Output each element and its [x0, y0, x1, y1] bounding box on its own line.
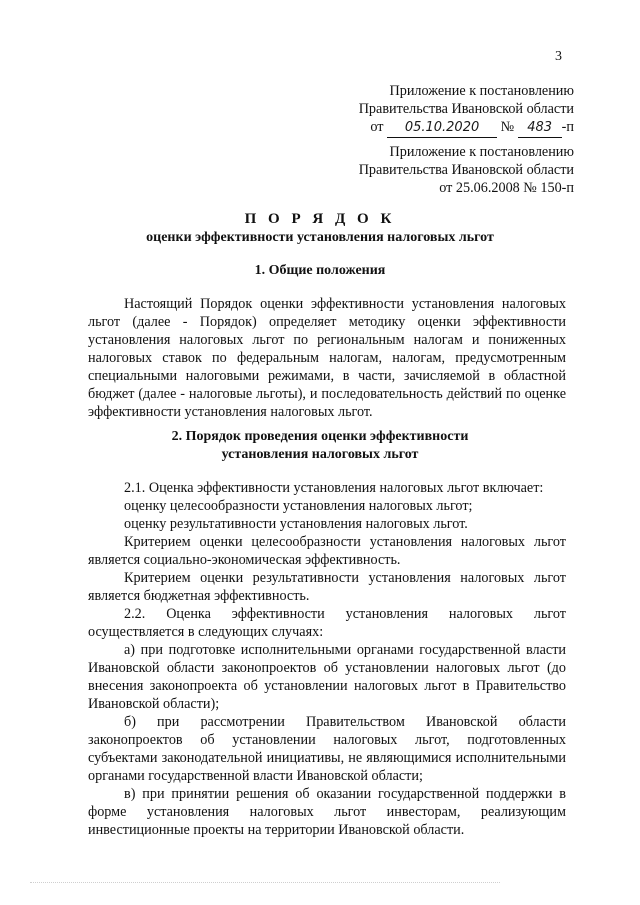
section1-heading: 1. Общие положения [254, 263, 386, 278]
appendix-current-line2: Правительства Ивановской области [358, 101, 574, 117]
section2-heading-line1: 2. Порядок проведения оценки эффективности [171, 429, 469, 444]
appendix-current-line3 [274, 118, 574, 138]
document-title: П О Р Я Д О К [244, 211, 396, 227]
section2-paragraph: а) при подготовке исполнительными органами государственной власти Ивановской области законопроектов об установлении налоговых льгот (до внесения законопроекта об установлении налоговых льгот в Правительство Ивановской области); [88, 642, 566, 712]
section1-paragraph: Настоящий Порядок оценки эффективности установления налоговых льгот (далее - Порядок) определяет методику оценки эффективности установления налоговых льгот по региональным налогам и пониженных налоговых ставок по федеральным налогам, налогам, предусмотренным специальными налоговыми режимами, в части, зачисляемой в областной бюджет (далее - налоговые льготы), и последовательность действий по оценке эффективности установления налоговых льгот. [88, 296, 566, 420]
section2-paragraph: 2.2. Оценка эффективности установления налоговых льгот осуществляется в следующих случаях: [88, 606, 566, 640]
appendix-previous-line3: от 25.06.2008 № 150-п [439, 180, 574, 196]
section2-paragraph: оценку результативности установления налоговых льгот. [124, 516, 468, 532]
document-subtitle: оценки эффективности установления налоговых льгот [146, 230, 494, 245]
section2-body [88, 479, 566, 839]
section2-paragraph: б) при рассмотрении Правительством Ивановской области законопроектов об установлении налоговых льгот, подготовленных субъектами законодательной инициативы, не являющимися исполнительными органами государственной власти Ивановской области; [88, 714, 566, 784]
section2-paragraph: Критерием оценки целесообразности установления налоговых льгот является социально-экономическая эффективность. [88, 534, 566, 568]
appendix-current-header [274, 82, 574, 138]
handwritten-date: 05.10.2020 [387, 119, 497, 138]
appendix-previous-header [274, 143, 574, 197]
section2-paragraph: 2.1. Оценка эффективности установления налоговых льгот включает: [124, 480, 544, 496]
section1-body [88, 295, 566, 421]
section2-heading-line2: установления налоговых льгот [221, 447, 419, 462]
appendix-previous-line1: Приложение к постановлению [389, 144, 574, 160]
number-prefix: № [500, 119, 515, 135]
number-suffix: -п [561, 119, 574, 135]
section2-paragraph: Критерием оценки результативности установления налоговых льгот является бюджетная эффективность. [88, 570, 566, 604]
appendix-previous-line2: Правительства Ивановской области [358, 162, 574, 178]
section2-paragraph: в) при принятии решения об оказании государственной поддержки в форме установления налоговых льгот инвесторам, реализующим инвестиционные проекты на территории Ивановской области. [88, 786, 566, 838]
appendix-current-line1: Приложение к постановлению [389, 83, 574, 99]
handwritten-number: 483 [518, 119, 562, 138]
section2-paragraph: оценку целесообразности установления налоговых льгот; [124, 498, 473, 514]
scan-artifact-line [30, 882, 500, 885]
from-prefix: от [370, 119, 384, 135]
page-number: 3 [555, 49, 562, 64]
